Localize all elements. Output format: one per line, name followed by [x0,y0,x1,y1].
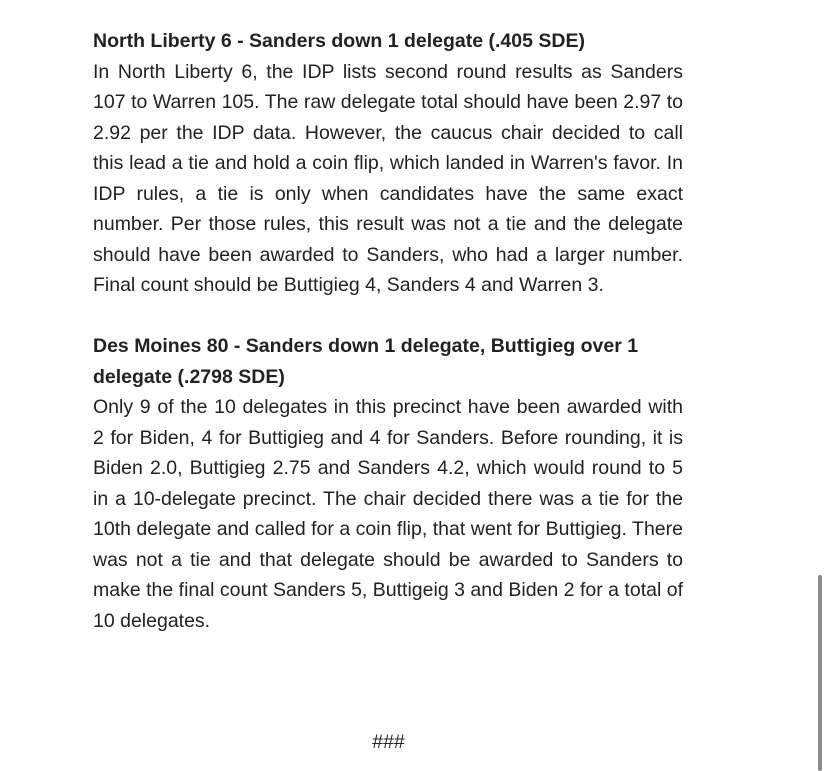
scrollbar-thumb[interactable] [818,575,822,771]
end-mark: ### [372,731,405,753]
section-heading: North Liberty 6 - Sanders down 1 delegate (.405 SDE) [93,30,585,52]
section-body: In North Liberty 6, the IDP lists second round results as Sanders 107 to Warren 105. The raw delegate total should have been 2.97 to 2.92 per the IDP data. However, the caucus chair decided to call this lead a tie and hold a coin flip, which landed in Warren's favor. In IDP rules, a tie is only when candidates have the same exact number. Per those rules, this result was not a tie and the delegate should have been awarded to Sanders, who had a larger number. Final count should be Buttigieg 4, Sanders 4 and Warren 3. [93,60,683,296]
document-content [93,26,683,636]
section-heading: Des Moines 80 - Sanders down 1 delegate, Buttigieg over 1 delegate (.2798 SDE) [93,335,639,388]
section-north-liberty-6 [93,26,683,301]
section-body: Only 9 of the 10 delegates in this precinct have been awarded with 2 for Biden, 4 for Buttigieg and 4 for Sanders. Before rounding, it is Biden 2.0, Buttigieg 2.75 and Sanders 4.2, which would round to 5 in a 10-delegate precinct. The chair decided there was a tie for the 10th delegate and called for a coin flip, that went for Buttigieg. There was not a tie and that delegate should be awarded to Sanders to make the final count Sanders 5, Buttigeig 3 and Biden 2 for a total of 10 delegates. [93,396,683,632]
section-des-moines-80 [93,331,683,636]
